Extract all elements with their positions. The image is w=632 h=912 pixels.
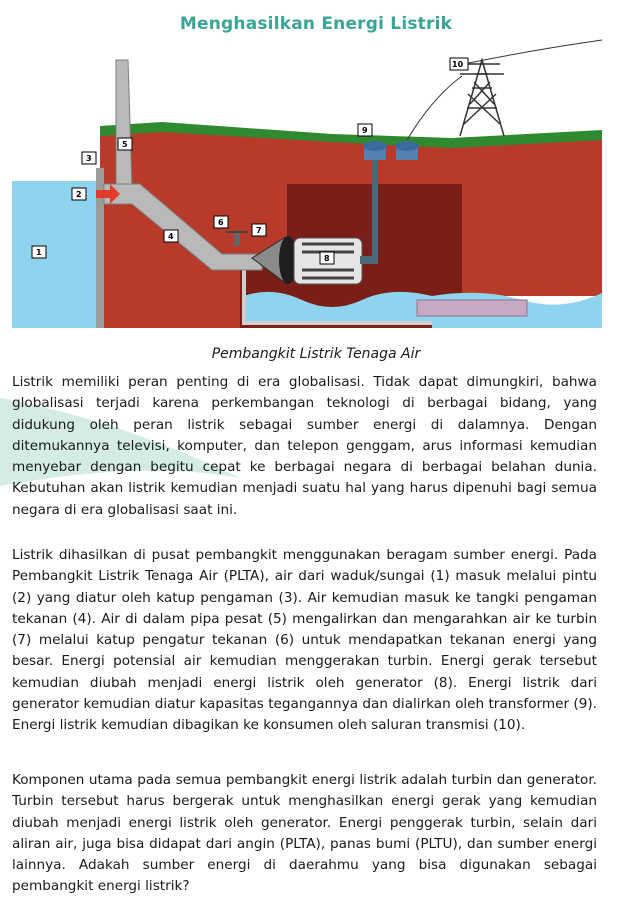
power-lines (407, 40, 602, 140)
paragraph-2: Listrik dihasilkan di pusat pembangkit menggunakan beragam sumber energi. Pada Pembangkit Listrik Tenaga Air (PLTA), air dari waduk/sungai (1) masuk melalui pintu (2) yang diatur oleh katup pengaman (3). Air kemudian masuk ke tangki pengaman tekanan (4). Air di dalam pipa pesat (5) mengalirkan dan mengarahkan air ke turbin (7) melalui katup pengatur tekanan (6) untuk mendapatkan tekanan energi yang besar. Energi potensial air kemudian menggerakan turbin. Energi gerak tersebut kemudian diubah menjadi energi listrik oleh generator (8). Energi listrik dari generator kemudian diatur kapasitas tegangannya dan dialirkan oleh transformer (9). Energi listrik kemudian dibagikan ke konsumen oleh saluran transmisi (10). (12, 547, 597, 734)
svg-text:3: 3 (86, 154, 92, 163)
svg-text:9: 9 (362, 126, 368, 135)
surge-shaft (116, 60, 132, 188)
transmission-tower (460, 60, 504, 136)
reservoir-water (12, 181, 100, 328)
valve (234, 232, 240, 246)
figure-caption: Pembangkit Listrik Tenaga Air (211, 346, 421, 362)
paragraph-1: Listrik memiliki peran penting di era globalisasi. Tidak dapat dimungkiri, bahwa globalisasi terjadi karena perkembangan teknologi di berbagai bidang, yang didukung oleh peran listrik sebagai sumber energi di dalamnya. Dengan ditemukannya televisi, komputer, dan telepon genggam, arus informasi kemudian menyebar dengan begitu cepat ke berbagai negara di berbagai belahan dunia. Kebutuhan akan listrik kemudian menjadi suatu hal yang harus dipenuhi bagi semua negara di era globalisasi saat ini. (12, 374, 597, 518)
svg-text:10: 10 (452, 60, 464, 69)
svg-text:5: 5 (122, 140, 128, 149)
page-title: Menghasilkan Energi Listrik (179, 14, 453, 34)
paragraph-3: Komponen utama pada semua pembangkit energi listrik adalah turbin dan generator. Turbin tersebut harus bergerak untuk menghasilkan energi gerak yang kemudian diubah menjadi energi listrik oleh generator. Energi penggerak turbin, selain dari aliran air, juga bisa didapat dari angin (PLTA), panas bumi (PLTU), dan sumber energi lainnya. Adakah sumber energi di daerahmu yang bisa digunakan sebagai pembangkit energi listrik? (12, 772, 597, 895)
svg-text:4: 4 (168, 232, 174, 241)
hydro-power-plant-diagram (12, 38, 602, 330)
svg-text:6: 6 (218, 218, 224, 227)
svg-text:8: 8 (324, 254, 330, 263)
svg-text:7: 7 (256, 226, 262, 235)
svg-text:1: 1 (36, 248, 42, 257)
outlet-pipe (417, 300, 527, 316)
svg-text:2: 2 (76, 190, 82, 199)
